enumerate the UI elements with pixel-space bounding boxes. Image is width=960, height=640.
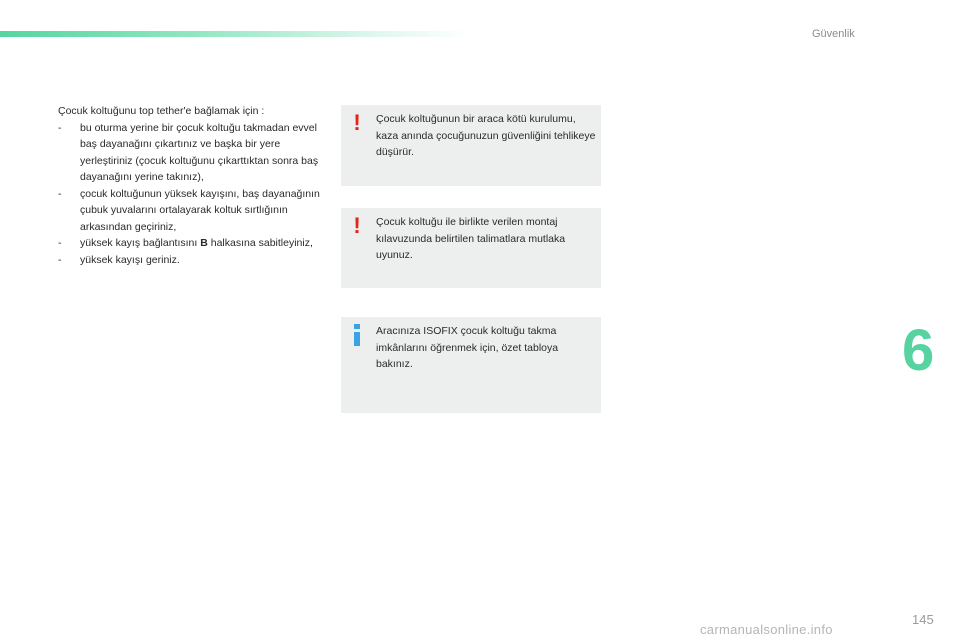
step-text: yüksek kayışı geriniz. [80, 253, 180, 266]
warning-icon: ! [353, 110, 361, 135]
instruction-step [58, 186, 320, 236]
instruction-step [58, 120, 320, 186]
step-dash: - [58, 253, 62, 266]
step-text [80, 237, 313, 249]
step-dash: - [58, 121, 62, 134]
instructions-intro: Çocuk koltuğunu top tether'e bağlamak için : [58, 105, 265, 117]
warning-box-installation [341, 105, 601, 186]
info-text: Aracınıza ISOFIX çocuk koltuğu takma imkânlarını öğrenmek için, özet tabloya bakınız. [376, 325, 559, 370]
step-text-part: halkasına sabitleyiniz, [207, 237, 313, 249]
step-text: bu oturma yerine bir çocuk koltuğu takmadan evvel baş dayanağını çıkartınız ve başka bir yere yerleştiriniz (çocuk koltuğunu çıkarttıktan sonra baş dayanağını yerine takınız), [80, 121, 319, 183]
page-number: 145 [912, 612, 934, 627]
warning-icon: ! [353, 213, 361, 238]
instruction-step [58, 252, 320, 269]
warning-box-manual [341, 208, 601, 288]
info-box-isofix [341, 317, 601, 413]
chapter-number: 6 [902, 318, 935, 383]
watermark: carmanualsonline.info [700, 622, 833, 637]
section-title: Güvenlik [812, 28, 855, 40]
step-dash: - [58, 237, 62, 249]
warning-text: Çocuk koltuğunun bir araca kötü kurulumu, kaza anında çocuğunuzun güvenliğini tehlikeye düşürür. [376, 113, 596, 158]
step-text-part: yüksek kayış bağlantısını [80, 237, 201, 249]
warning-text: Çocuk koltuğu ile birlikte verilen montaj kılavuzunda belirtilen talimatlara mutlaka uyunuz. [376, 216, 566, 261]
info-icon [351, 324, 363, 346]
header-accent-bar [0, 31, 470, 37]
step-bold-label: B [200, 237, 208, 249]
step-text: çocuk koltuğunun yüksek kayışını, baş dayanağının çubuk yuvalarını ortalayarak koltuk sırtlığının arkasından geçiriniz, [80, 187, 320, 233]
instruction-steps [58, 120, 320, 269]
instruction-step [58, 235, 320, 252]
step-dash: - [58, 187, 62, 200]
instructions-column [58, 103, 320, 268]
